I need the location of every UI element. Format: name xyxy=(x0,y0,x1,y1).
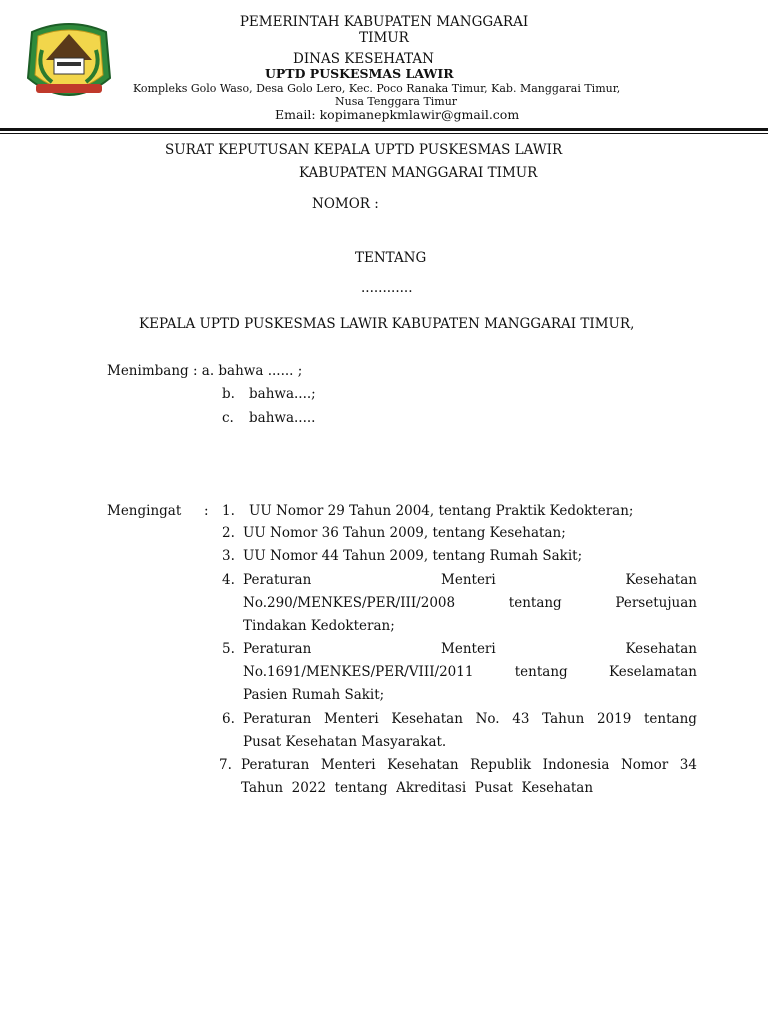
header-line-1: PEMERINTAH KABUPATEN MANGGARAI xyxy=(239,14,529,30)
item-number-5: 5. xyxy=(222,641,235,657)
item-text-2: UU Nomor 36 Tahun 2009, tentang Kesehatan; xyxy=(243,525,566,541)
item-number-1: 1. xyxy=(222,503,235,519)
menimbang-c-letter: c. xyxy=(222,410,234,426)
header-address-2: Nusa Tenggara Timur xyxy=(335,95,458,108)
item-number-2: 2. xyxy=(222,525,235,541)
item-text-5-line-2: No.1691/MENKES/PER/VIII/2011 tentang Keselamatan xyxy=(243,664,697,680)
menimbang-b-text: bahwa....; xyxy=(249,386,316,402)
item-text-4-line-3: Tindakan Kedokteran; xyxy=(243,618,395,634)
item-text-4-line-1: Peraturan Menteri Kesehatan xyxy=(243,572,697,588)
decree-title: SURAT KEPUTUSAN KEPALA UPTD PUSKESMAS LAWIR xyxy=(165,142,563,158)
item-text-3: UU Nomor 44 Tahun 2009, tentang Rumah Sakit; xyxy=(243,548,583,564)
issuer-line: KEPALA UPTD PUSKESMAS LAWIR KABUPATEN MANGGARAI TIMUR, xyxy=(139,316,635,332)
item-number-7: 7. xyxy=(219,757,232,773)
item-text-5-line-3: Pasien Rumah Sakit; xyxy=(243,687,385,703)
menimbang-a: Menimbang : a. bahwa ...... ; xyxy=(107,363,303,379)
item-number-4: 4. xyxy=(222,572,235,588)
header-line-3: DINAS KESEHATAN xyxy=(293,51,434,67)
item-text-4-line-2: No.290/MENKES/PER/III/2008 tentang Persetujuan xyxy=(243,595,697,611)
item-number-3: 3. xyxy=(222,548,235,564)
tentang-subject: ............ xyxy=(361,280,413,296)
decree-number: NOMOR : xyxy=(312,196,379,212)
regency-emblem-logo xyxy=(24,20,114,106)
menimbang-b-letter: b. xyxy=(222,386,235,402)
header-line-4: UPTD PUSKESMAS LAWIR xyxy=(265,66,454,81)
header-divider-thick xyxy=(0,128,768,131)
item-text-6-line-2: Pusat Kesehatan Masyarakat. xyxy=(243,734,447,750)
item-number-6: 6. xyxy=(222,711,235,727)
header-email: Email: kopimanepkmlawir@gmail.com xyxy=(275,107,520,122)
tentang-heading: TENTANG xyxy=(355,250,427,266)
header-line-2: TIMUR xyxy=(359,30,409,46)
header-divider-thin xyxy=(0,133,768,134)
item-text-1: UU Nomor 29 Tahun 2004, tentang Praktik Kedokteran; xyxy=(249,503,634,519)
item-text-5-line-1: Peraturan Menteri Kesehatan xyxy=(243,641,697,657)
item-text-6-line-1: Peraturan Menteri Kesehatan No. 43 Tahun 2019 tentang xyxy=(243,711,697,727)
item-text-7-line-2: Tahun 2022 tentang Akreditasi Pusat Kesehatan xyxy=(241,780,594,796)
mengingat-colon: : xyxy=(204,503,209,519)
decree-title-line-2: KABUPATEN MANGGARAI TIMUR xyxy=(299,165,538,181)
item-text-7-line-1: Peraturan Menteri Kesehatan Republik Indonesia Nomor 34 xyxy=(241,757,697,773)
menimbang-c-text: bahwa..... xyxy=(249,410,316,426)
header-address-1: Kompleks Golo Waso, Desa Golo Lero, Kec. Poco Ranaka Timur, Kab. Manggarai Timur, xyxy=(133,82,621,95)
mengingat-label: Mengingat xyxy=(107,503,182,519)
